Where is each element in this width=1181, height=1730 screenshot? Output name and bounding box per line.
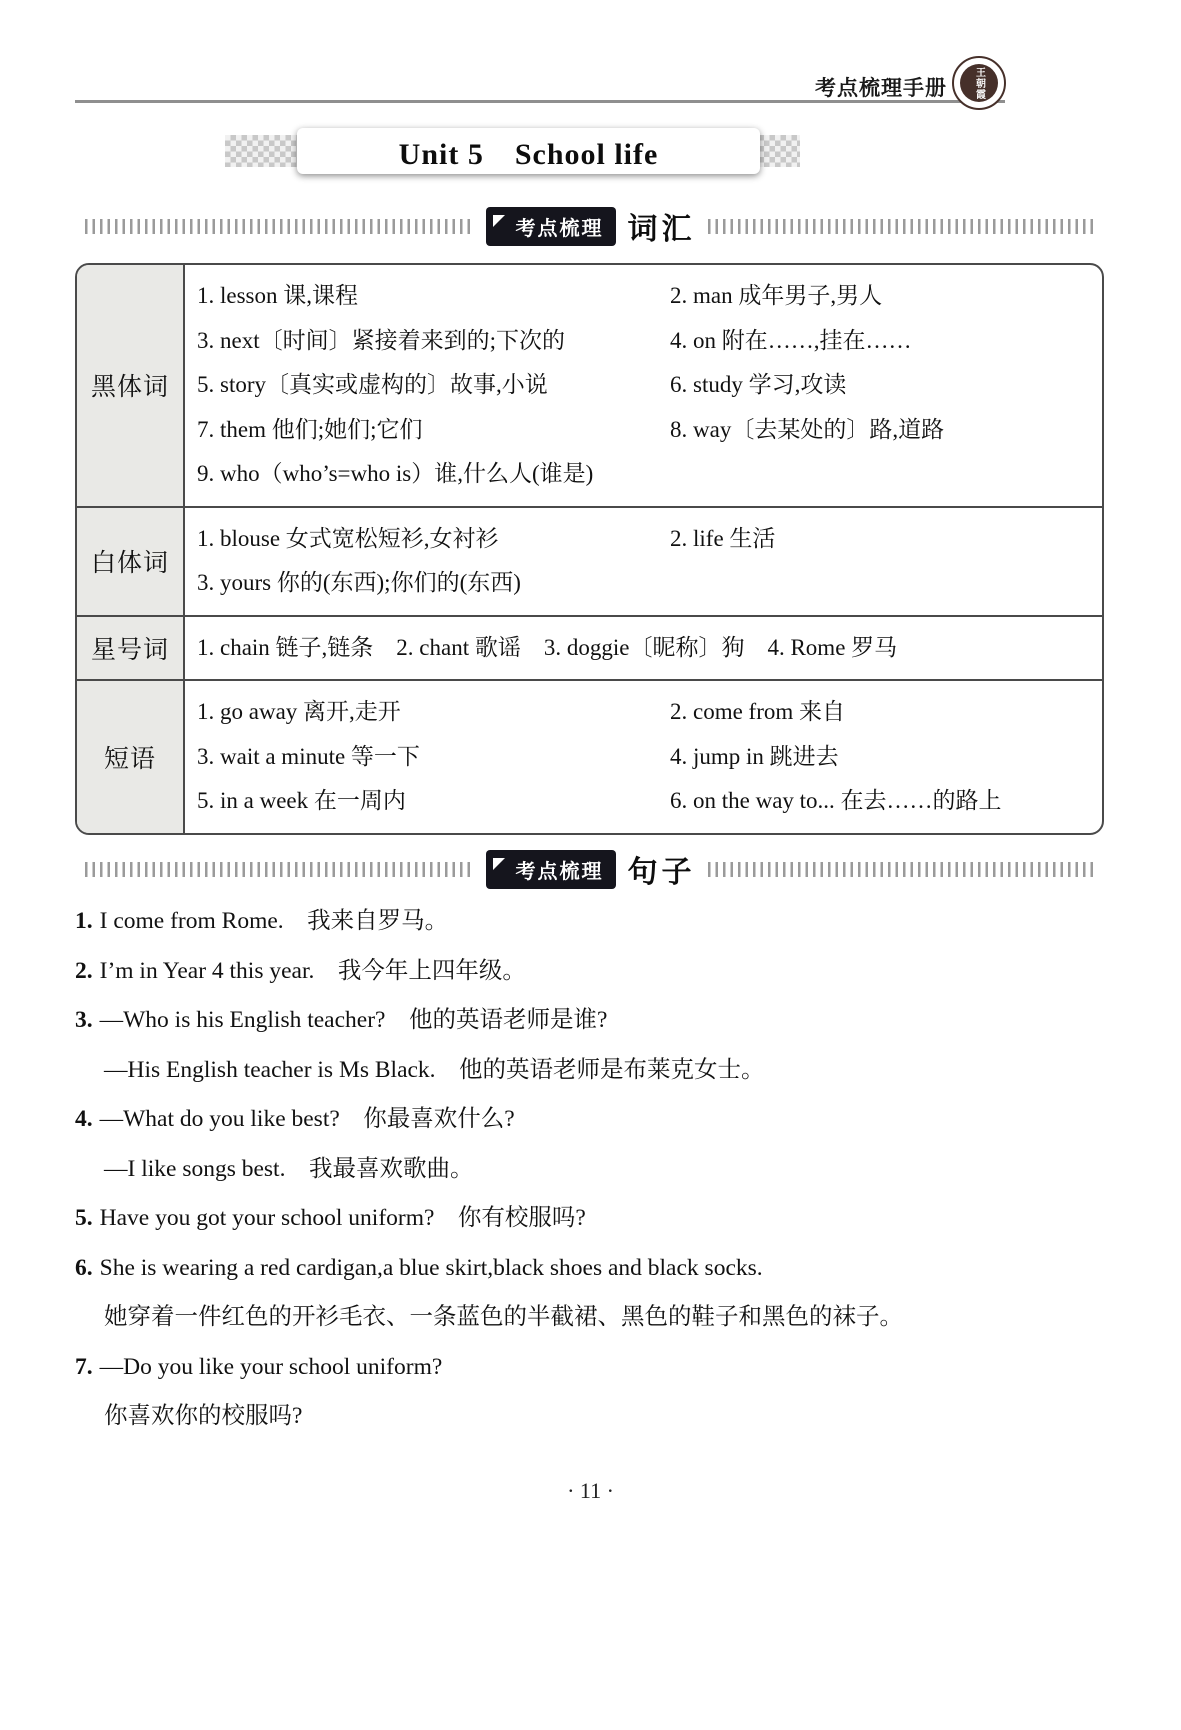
vocab-item: 8. way〔去某处的〕路,道路: [670, 416, 945, 442]
section-label-sentence: 句子: [627, 856, 696, 889]
handbook-title: 考点梳理手册: [815, 77, 947, 100]
sentence-line: [75, 1352, 1105, 1383]
category-star-words: 星号词: [77, 615, 185, 680]
sentence-line: [75, 906, 1105, 937]
vocab-table: [75, 263, 1104, 835]
vocab-row-phrases: [185, 679, 1102, 833]
sentence-text: —His English teacher is Ms Black. 他的英语老师是布莱克女士。: [104, 1056, 765, 1083]
sentence-text: 她穿着一件红色的开衫毛衣、一条蓝色的半截裙、黑色的鞋子和黑色的袜子。: [104, 1304, 903, 1330]
vocab-item: 7. them 他们;她们;它们: [197, 416, 423, 442]
sentence-text: I’m in Year 4 this year. 我今年上四年级。: [99, 957, 526, 984]
sentence-text: 你喜欢你的校服吗?: [104, 1403, 303, 1429]
vocab-item: 9. who（who’s=who is）谁,什么人(谁是): [197, 461, 594, 486]
unit-title-box: [297, 128, 760, 174]
vocab-item: 3. wait a minute 等一下: [197, 743, 420, 769]
vocab-item: 4. on 附在……,挂在……: [670, 327, 912, 353]
publisher-seal-icon: [952, 56, 1006, 110]
vocab-item: 5. in a week 在一周内: [197, 788, 406, 813]
sentence-text: —Do you like your school uniform?: [99, 1353, 443, 1380]
vocab-line: [197, 779, 1092, 824]
page-number: · 11 ·: [567, 1478, 614, 1503]
vocab-item: 4. jump in 跳进去: [670, 743, 839, 769]
sentence-line: [75, 1302, 1105, 1333]
vocab-line: [197, 561, 1092, 606]
vocab-row-star-words: [185, 615, 1102, 680]
vocab-line: [197, 274, 1092, 319]
vocab-line: [197, 690, 1092, 735]
sentence-line: [75, 1055, 1105, 1086]
sentence-line: [75, 1401, 1105, 1432]
vocab-item: 2. come from 来自: [670, 699, 846, 724]
sentence-line: [75, 1005, 1105, 1036]
dash-line: [708, 219, 1097, 234]
vocab-line: [197, 452, 1092, 497]
sentence-list: [75, 906, 1105, 1451]
exam-points-badge: [486, 850, 616, 889]
badge-label: 考点梳理: [515, 217, 604, 240]
vocab-line: [197, 408, 1092, 453]
dash-line: [85, 219, 474, 234]
badge-label: 考点梳理: [515, 860, 604, 883]
sentence-text: She is wearing a red cardigan,a blue skirt,black shoes and black socks.: [99, 1254, 763, 1281]
sentence-number: 6.: [75, 1254, 93, 1281]
sentence-line: [75, 1253, 1105, 1284]
sentence-number: 7.: [75, 1353, 93, 1380]
vocab-item: 1. go away 离开,走开: [197, 699, 401, 724]
sentence-number: 4.: [75, 1106, 93, 1132]
sentence-text: —What do you like best? 你最喜欢什么?: [99, 1106, 515, 1132]
vocab-item: 2. life 生活: [670, 525, 776, 551]
vocab-item: 6. on the way to... 在去……的路上: [670, 788, 1002, 813]
sentence-text: Have you got your school uniform? 你有校服吗?: [99, 1205, 586, 1231]
flag-icon: [493, 858, 505, 870]
category-phrases: 短语: [77, 679, 185, 833]
vocab-line: [197, 363, 1092, 408]
sentence-text: —Who is his English teacher? 他的英语老师是谁?: [99, 1007, 608, 1033]
vocab-row-light-words: [185, 506, 1102, 615]
sentence-number: 5.: [75, 1205, 93, 1231]
dash-line: [708, 862, 1097, 877]
section-head-sentence: [85, 850, 1096, 888]
seal-text: 王朝霞: [960, 64, 998, 102]
sentence-line: [75, 1154, 1105, 1185]
sentence-line: [75, 956, 1105, 987]
sentence-line: [75, 1203, 1105, 1234]
sentence-number: 3.: [75, 1007, 93, 1033]
sentence-line: [75, 1104, 1105, 1135]
section-label-vocab: 词汇: [627, 213, 696, 246]
vocab-item: 1. blouse 女式宽松短衫,女衬衫: [197, 525, 499, 551]
vocab-row-bold-words: [185, 265, 1102, 506]
vocab-item: 3. next〔时间〕紧接着来到的;下次的: [197, 327, 565, 353]
unit-title-banner: [225, 128, 800, 174]
vocab-item: 1. lesson 课,课程: [197, 283, 358, 308]
vocab-item: 1. chain 链子,链条 2. chant 歌谣 3. doggie〔昵称〕狗 4. Rome 罗马: [197, 634, 898, 660]
vocab-line: [197, 735, 1092, 780]
sentence-number: 1.: [75, 908, 93, 934]
vocab-line: [197, 517, 1092, 562]
category-light-words: 白体词: [77, 506, 185, 615]
vocab-item: 3. yours 你的(东西);你们的(东西): [197, 570, 521, 595]
vocab-line: [197, 626, 1092, 671]
vocab-line: [197, 319, 1092, 364]
exam-points-badge: [486, 207, 616, 246]
vocab-item: 2. man 成年男子,男人: [670, 283, 883, 308]
sentence-text: —I like songs best. 我最喜欢歌曲。: [104, 1155, 474, 1182]
vocab-item: 6. study 学习,攻读: [670, 372, 847, 397]
sentence-text: I come from Rome. 我来自罗马。: [99, 908, 449, 934]
category-bold-words: 黑体词: [77, 265, 185, 506]
flag-icon: [493, 215, 505, 227]
section-head-vocab: [85, 207, 1096, 245]
vocab-item: 5. story〔真实或虚构的〕故事,小说: [197, 372, 548, 397]
dash-line: [85, 862, 474, 877]
sentence-number: 2.: [75, 957, 93, 984]
unit-title: Unit 5 School life: [398, 138, 659, 171]
